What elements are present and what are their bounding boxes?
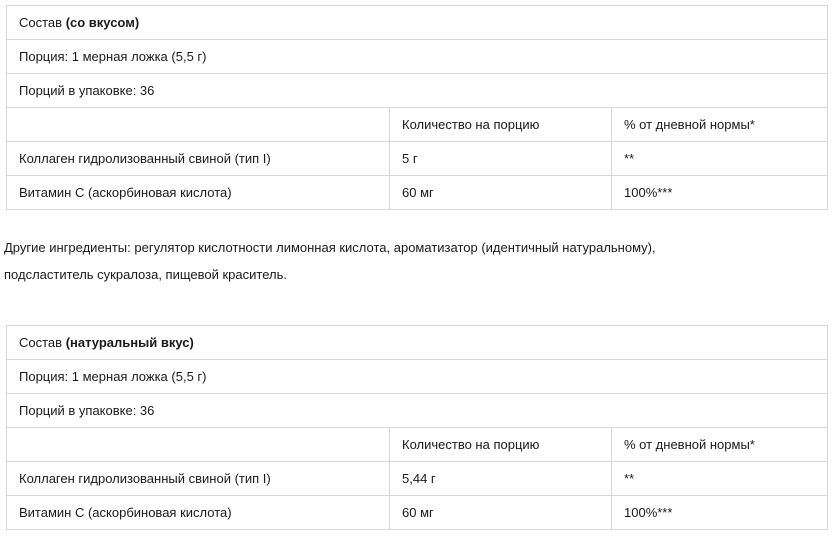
table-title-row — [7, 326, 828, 360]
ingredient-daily-value: ** — [612, 142, 828, 176]
ingredient-name: Витамин С (аскорбиновая кислота) — [7, 496, 390, 530]
table-header-row — [7, 108, 828, 142]
table-row — [7, 142, 828, 176]
flavor-label: (натуральный вкус) — [65, 335, 194, 350]
ingredient-daily-value: 100%*** — [612, 176, 828, 210]
ingredient-amount: 60 мг — [390, 496, 612, 530]
servings-per-pack-row — [7, 74, 828, 108]
ingredient-daily-value: ** — [612, 462, 828, 496]
other-ingredients-line2: подсластитель сукралоза, пищевой краситель. — [4, 267, 287, 282]
header-amount: Количество на порцию — [390, 428, 612, 462]
flavor-label: (со вкусом) — [65, 15, 140, 30]
composition-table-flavored — [6, 5, 828, 210]
other-ingredients-line1: Другие ингредиенты: регулятор кислотности лимонная кислота, ароматизатор (идентичный натуральному), — [4, 240, 656, 255]
servings-per-pack: Порций в упаковке: 36 — [7, 74, 828, 108]
table-row — [7, 496, 828, 530]
ingredient-name: Витамин С (аскорбиновая кислота) — [7, 176, 390, 210]
ingredient-name: Коллаген гидролизованный свиной (тип I) — [7, 142, 390, 176]
header-amount: Количество на порцию — [390, 108, 612, 142]
other-ingredients — [4, 234, 828, 288]
servings-per-pack: Порций в упаковке: 36 — [7, 394, 828, 428]
serving-size: Порция: 1 мерная ложка (5,5 г) — [7, 40, 828, 74]
header-daily-value: % от дневной нормы* — [612, 108, 828, 142]
table-header-row — [7, 428, 828, 462]
table-title: Состав (со вкусом) — [7, 6, 828, 40]
serving-row — [7, 360, 828, 394]
ingredient-daily-value: 100%*** — [612, 496, 828, 530]
table-title-row — [7, 6, 828, 40]
servings-per-pack-row — [7, 394, 828, 428]
header-daily-value: % от дневной нормы* — [612, 428, 828, 462]
composition-table-natural — [6, 325, 828, 530]
table-title: Состав (натуральный вкус) — [7, 326, 828, 360]
ingredient-amount: 60 мг — [390, 176, 612, 210]
table-row — [7, 462, 828, 496]
header-cell-empty — [7, 108, 390, 142]
serving-row — [7, 40, 828, 74]
ingredient-amount: 5,44 г — [390, 462, 612, 496]
serving-size: Порция: 1 мерная ложка (5,5 г) — [7, 360, 828, 394]
header-cell-empty — [7, 428, 390, 462]
table-row — [7, 176, 828, 210]
ingredient-amount: 5 г — [390, 142, 612, 176]
ingredient-name: Коллаген гидролизованный свиной (тип I) — [7, 462, 390, 496]
